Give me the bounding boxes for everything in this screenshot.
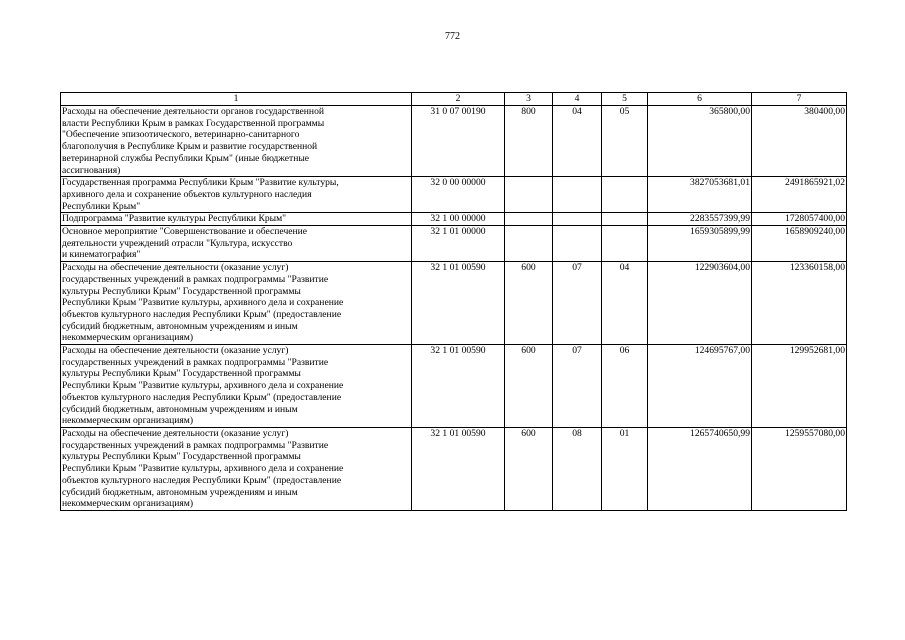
table-row xyxy=(61,213,847,226)
page-number: 772 xyxy=(445,31,460,42)
row-name-line: архивного дела и сохранение объектов культурного наследия xyxy=(62,188,312,200)
row-rz-cell: 07 xyxy=(553,345,602,428)
row-sum-6-cell: 1659305899,99 xyxy=(648,226,752,262)
row-sum-6-cell: 122903604,00 xyxy=(648,262,752,345)
row-sum-7-cell: 1728057400,00 xyxy=(752,213,847,226)
row-name-line: Республики Крым "Развитие культуры, архивного дела и сохранение xyxy=(62,297,344,309)
row-sum-7-cell: 1259557080,00 xyxy=(752,427,847,510)
row-sum-6-cell: 1265740650,99 xyxy=(648,427,752,510)
row-sum-7-cell: 1658909240,00 xyxy=(752,226,847,262)
row-vr-cell xyxy=(505,177,553,213)
row-name-line: Государственная программа Республики Крым "Развитие культуры, xyxy=(62,177,339,189)
row-name-line: культуры Республики Крым" Государственной программы xyxy=(62,451,301,463)
row-name-cell xyxy=(61,106,412,177)
column-header-3: 3 xyxy=(505,93,553,106)
row-pr-cell xyxy=(602,177,648,213)
row-name-line: культуры Республики Крым" Государственной программы xyxy=(62,368,301,380)
table-body xyxy=(61,106,847,511)
row-name-cell xyxy=(61,262,412,345)
row-name-line: деятельности учреждений отрасли "Культура, искусство xyxy=(62,237,293,249)
row-name-cell xyxy=(61,213,412,226)
row-name-line: Республики Крым" xyxy=(62,200,141,212)
row-name-line: благополучия в Республике Крым и развитие государственной xyxy=(62,141,318,153)
row-code-cell: 32 1 01 00590 xyxy=(412,345,505,428)
table-row xyxy=(61,226,847,262)
table-row xyxy=(61,345,847,428)
row-name-line: некоммерческим организациям) xyxy=(62,415,194,427)
row-name-line: некоммерческим организациям) xyxy=(62,332,194,344)
row-sum-7-cell: 129952681,00 xyxy=(752,345,847,428)
row-name-line: субсидий бюджетным, автономным учреждениям и иным xyxy=(62,403,298,415)
row-vr-cell: 600 xyxy=(505,262,553,345)
row-code-cell: 32 0 00 00000 xyxy=(412,177,505,213)
row-vr-cell: 800 xyxy=(505,106,553,177)
header-row xyxy=(61,93,847,106)
row-sum-6-cell: 365800,00 xyxy=(648,106,752,177)
row-name-line: государственных учреждений в рамках подпрограммы "Развитие xyxy=(62,356,329,368)
row-pr-cell: 01 xyxy=(602,427,648,510)
row-sum-6-cell: 124695767,00 xyxy=(648,345,752,428)
column-header-6: 6 xyxy=(648,93,752,106)
column-header-4: 4 xyxy=(553,93,602,106)
row-name-line: объектов культурного наследия Республики Крым" (предоставление xyxy=(62,474,342,486)
row-pr-cell: 05 xyxy=(602,106,648,177)
row-name-line: Расходы на обеспечение деятельности (оказание услуг) xyxy=(62,262,289,274)
row-code-cell: 32 1 01 00590 xyxy=(412,427,505,510)
row-sum-6-cell: 2283557399,99 xyxy=(648,213,752,226)
row-name-line: "Обеспечение эпизоотического, ветеринарно-санитарного xyxy=(62,129,300,141)
row-name-line: государственных учреждений в рамках подпрограммы "Развитие xyxy=(62,273,329,285)
row-name-line: ассигнования) xyxy=(62,164,121,176)
row-vr-cell: 600 xyxy=(505,345,553,428)
row-vr-cell xyxy=(505,213,553,226)
column-header-5: 5 xyxy=(602,93,648,106)
row-name-cell xyxy=(61,226,412,262)
row-sum-7-cell: 2491865921,02 xyxy=(752,177,847,213)
row-rz-cell xyxy=(553,226,602,262)
row-pr-cell xyxy=(602,226,648,262)
row-name-line: Республики Крым "Развитие культуры, архивного дела и сохранение xyxy=(62,463,344,475)
row-name-line: Расходы на обеспечение деятельности органов государственной xyxy=(62,106,325,117)
row-name-line: объектов культурного наследия Республики Крым" (предоставление xyxy=(62,391,342,403)
row-name-line: Расходы на обеспечение деятельности (оказание услуг) xyxy=(62,427,289,439)
row-name-line: и кинематография" xyxy=(62,249,141,261)
row-code-cell: 31 0 07 00190 xyxy=(412,106,505,177)
row-name-cell xyxy=(61,427,412,510)
row-name-line: власти Республики Крым в рамках Государственной программы xyxy=(62,117,325,129)
row-name-line: Республики Крым "Развитие культуры, архивного дела и сохранение xyxy=(62,380,344,392)
row-name-line: субсидий бюджетным, автономным учреждениям и иным xyxy=(62,486,298,498)
row-name-cell xyxy=(61,177,412,213)
row-code-cell: 32 1 01 00000 xyxy=(412,226,505,262)
row-code-cell: 32 1 01 00590 xyxy=(412,262,505,345)
row-name-line: государственных учреждений в рамках подпрограммы "Развитие xyxy=(62,439,329,451)
budget-table xyxy=(60,92,847,511)
row-vr-cell: 600 xyxy=(505,427,553,510)
row-name-line: культуры Республики Крым" Государственной программы xyxy=(62,285,301,297)
table-header xyxy=(61,93,847,106)
row-sum-7-cell: 380400,00 xyxy=(752,106,847,177)
row-name-line: Расходы на обеспечение деятельности (оказание услуг) xyxy=(62,345,289,357)
row-name-line: ветеринарной службы Республики Крым" (иные бюджетные xyxy=(62,152,310,164)
row-name-line: субсидий бюджетным, автономным учреждениям и иным xyxy=(62,320,298,332)
row-rz-cell: 07 xyxy=(553,262,602,345)
row-rz-cell xyxy=(553,213,602,226)
row-sum-7-cell: 123360158,00 xyxy=(752,262,847,345)
column-header-2: 2 xyxy=(412,93,505,106)
table-row xyxy=(61,427,847,510)
row-name-line: объектов культурного наследия Республики Крым" (предоставление xyxy=(62,308,342,320)
table-row xyxy=(61,177,847,213)
row-vr-cell xyxy=(505,226,553,262)
row-name-line: Основное мероприятие "Совершенствование и обеспечение xyxy=(62,226,308,238)
row-rz-cell: 08 xyxy=(553,427,602,510)
row-sum-6-cell: 3827053681,01 xyxy=(648,177,752,213)
table-row xyxy=(61,262,847,345)
row-name-line: некоммерческим организациям) xyxy=(62,498,194,510)
row-rz-cell: 04 xyxy=(553,106,602,177)
table-row xyxy=(61,106,847,177)
row-rz-cell xyxy=(553,177,602,213)
row-pr-cell xyxy=(602,213,648,226)
row-name-cell xyxy=(61,345,412,428)
column-header-1: 1 xyxy=(61,93,412,106)
row-name-line: Подпрограмма "Развитие культуры Республики Крым" xyxy=(62,213,287,225)
row-pr-cell: 06 xyxy=(602,345,648,428)
column-header-7: 7 xyxy=(752,93,847,106)
row-pr-cell: 04 xyxy=(602,262,648,345)
row-code-cell: 32 1 00 00000 xyxy=(412,213,505,226)
